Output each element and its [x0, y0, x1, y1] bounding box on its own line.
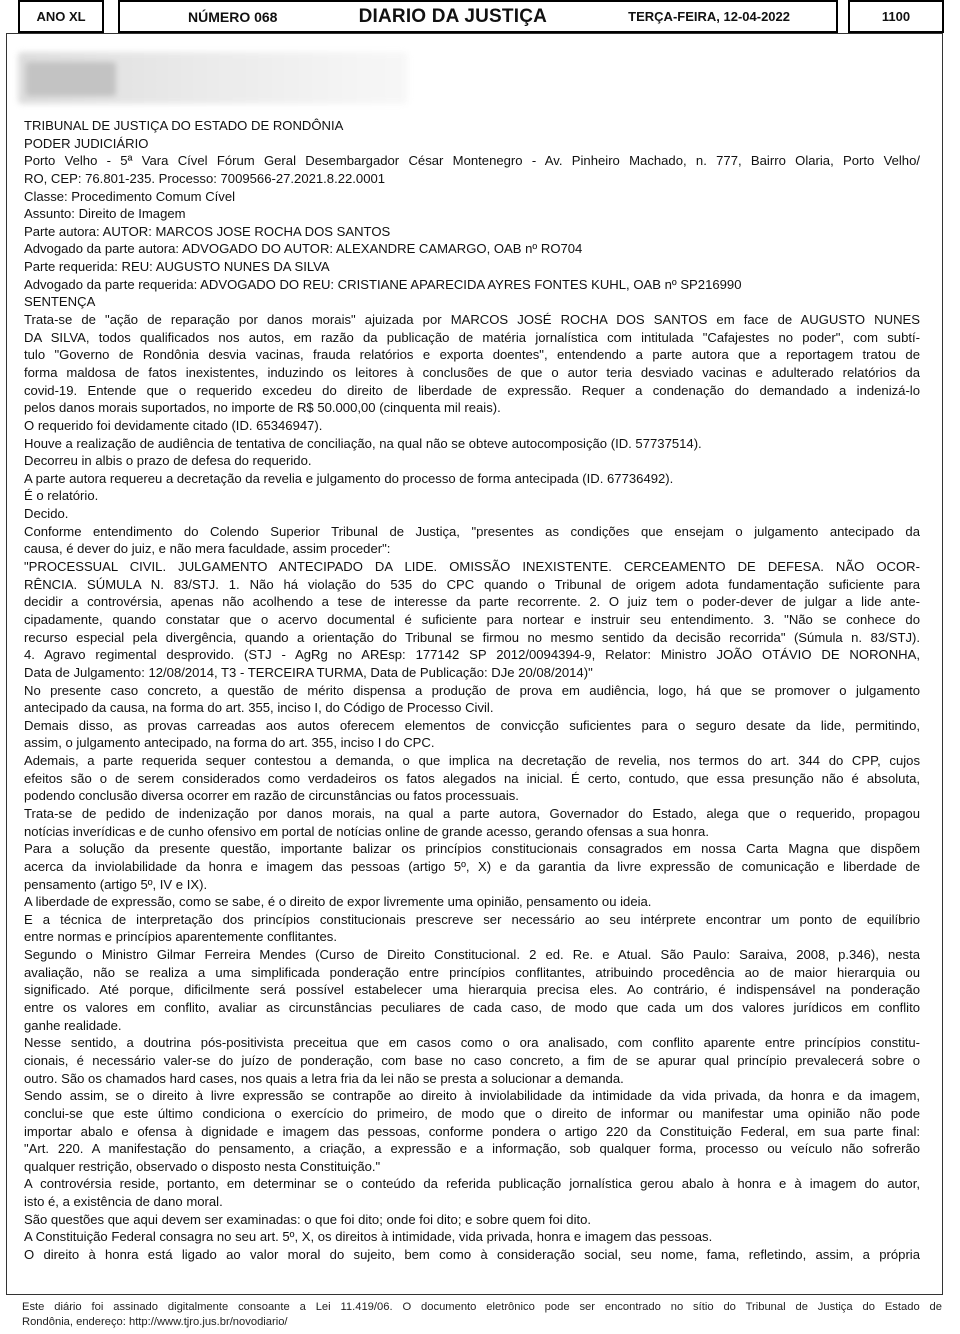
text-line: São questões que aqui devem ser examinadas: o que foi dito; onde foi dito; e sobre quem foi dito.	[24, 1211, 592, 1227]
text-line: avaliação, não se realiza a uma simplificada ponderação entre princípios conflitantes, atribuindo procedência ao de maior hierarquia ou	[24, 964, 920, 980]
text-line: A parte autora requereu a decretação da revelia e julgamento do processo de forma antecipada (ID. 67736492).	[24, 470, 674, 486]
text-line: ganhe realidade.	[24, 1017, 122, 1033]
text-line: A liberdade de expressão, como se sabe, é o direito de expor livremente uma opinião, pensamento ou ideia.	[24, 894, 652, 910]
text-line: acerca da inviolabilidade da honra e imagem das pessoas (artigo 5º, X) e da garantia da livre expressão de comunicação e liberdade de	[24, 858, 920, 874]
text-line: Conforme entendimento do Colendo Superior Tribunal de Justiça, "presentes as condições que ensejam o julgamento antecipado da	[24, 523, 920, 539]
header-year: ANO XL	[36, 9, 86, 24]
text-line: DA SILVA, todos qualificados nos autos, em razão da publicação de matéria jornalística com intitulada "Cafajestes no poder", com subtí-	[24, 329, 920, 345]
header-title: DIARIO DA JUSTIÇA	[358, 5, 548, 27]
text-line: tulo "Governo de Rondônia desvia vacinas, frauda relatórios e exporta doentes", entendendo a parte autora que a reportagem tratou de	[24, 347, 920, 363]
document-body	[24, 117, 920, 1264]
text-line: decidir a controvérsia, apenas não acolhendo a tese de interesse da parte recorrente. 2. O juiz tem o poder-dever de julgar a lide ante-	[24, 594, 920, 610]
text-line: Decido.	[24, 506, 69, 522]
text-line: Segundo o Ministro Gilmar Ferreira Mendes (Curso de Direito Constitucional. 2 ed. Re. e Atual. São Paulo: Saraiva, 2008, p.346), nesta	[24, 947, 920, 963]
text-line: efeitos são o de serem considerados como verdadeiros os fatos alegados na inicial. É certo, contudo, que essa presunção não é absoluta,	[24, 770, 920, 786]
text-line: isto é, a existência de dano moral.	[24, 1194, 223, 1210]
text-line: Porto Velho - 5ª Vara Cível Fórum Geral Desembargador César Montenegro - Av. Pinheiro Machado, n. 777, Bairro Olaria, Porto Velho/	[24, 153, 920, 169]
text-line: conclui-se que este último condiciona o exercício do primeiro, de modo que o direito de informar ou manifestar uma opinião não pode	[24, 1105, 920, 1121]
text-line: entre os valores em conflito, avaliar as circunstâncias peculiares de cada caso, de modo que cada um dos valores jurídicos em conflito	[24, 1000, 920, 1016]
text-line: Demais disso, as provas carreadas aos autos oferecem elementos de convicção suficientes para o seguro desate da lide, permitindo,	[24, 717, 920, 733]
text-line: entre normas e princípios aparentemente conflitantes.	[24, 929, 337, 945]
header-year-box	[18, 0, 104, 33]
text-line: Advogado da parte autora: ADVOGADO DO AUTOR: ALEXANDRE CAMARGO, OAB nº RO704	[24, 241, 583, 257]
text-line: Ademais, a parte requerida sequer contestou a demanda, o que implica na decretação de revelia, nos termos do art. 344 do CPP, cujos	[24, 753, 920, 769]
page-footer	[22, 1300, 942, 1330]
text-line: causa, é dever do juiz, e não mera faculdade, assim proceder":	[24, 541, 391, 557]
text-line: qualquer restrição, observado o disposto nesta Constituição."	[24, 1158, 381, 1174]
text-line: É o relatório.	[24, 488, 99, 504]
text-line: covid-19. Entende que o requerido excedeu do direito de liberdade de expressão. Requer a condenação do demandado a indenizá-lo	[24, 382, 920, 398]
text-line: Assunto: Direito de Imagem	[24, 206, 186, 222]
text-line: O requerido foi devidamente citado (ID. 65346947).	[24, 417, 323, 433]
text-line: "Art. 220. A manifestação do pensamento, a criação, a expressão e a informação, sob qualquer forma, processo ou veículo não sofrerão	[24, 1141, 920, 1157]
text-line: cipadamente, quando constatar que o acervo documental é suficiente para nortear e instruir seu entendimento. 3. "Não se conhece do	[24, 611, 920, 627]
text-line: Classe: Procedimento Comum Cível	[24, 188, 236, 204]
header-masthead	[118, 0, 838, 33]
text-line: E a técnica de interpretação dos princípios constitucionais prescreve ser necessário ao seu intérprete encontrar um ponto de equilíbrio	[24, 911, 920, 927]
text-line: RÊNCIA. SÚMULA N. 83/STJ. 1. Não há violação do 535 do CPC quando o Tribunal de origem adota fundamentação suficiente para	[24, 576, 920, 592]
text-line: 4. Agravo regimental desprovido. (STJ - AgRg no AREsp: 177142 SP 2012/0094394-9, Relator: Ministro JOÃO OTÁVIO DE NORONHA,	[24, 647, 920, 663]
footer-line-2: Rondônia, endereço: http://www.tjro.jus.br/novodiario/	[22, 1316, 288, 1328]
text-line: Advogado da parte requerida: ADVOGADO DO REU: CRISTIANE APARECIDA AYRES FONTES KUHL, OAB nº SP216990	[24, 276, 742, 292]
header-page-box	[848, 0, 944, 33]
text-line: assim, o julgamento antecipado, na forma do art. 355, inciso I do CPC.	[24, 735, 435, 751]
text-line: recurso especial pela divergência, quando a orientação do Tribunal se firmou no mesmo sentido da decisão recorrida" (Súmula n. 83/STJ).	[24, 629, 920, 645]
text-line: Parte requerida: REU: AUGUSTO NUNES DA SILVA	[24, 259, 330, 275]
text-line: cionais, é necessário valer-se do juízo de ponderação, com base no caso concreto, a fim de se apurar qual princípio prevalecerá sobre o	[24, 1052, 920, 1068]
text-line: Data de Julgamento: 12/08/2014, T3 - TERCEIRA TURMA, Data de Publicação: DJe 20/08/2014)"	[24, 664, 593, 680]
text-line: pensamento (artigo 5º, IV e IX).	[24, 876, 208, 892]
text-line: podendo conclusão diversa ocorrer em razão de circunstâncias ou fatos processuais.	[24, 788, 519, 804]
text-line: RO, CEP: 76.801-235. Processo: 7009566-27.2021.8.22.0001	[24, 170, 386, 186]
text-line: importar abalo e ofensa à dignidade e imagem das pessoas, conforme pondera o artigo 220 da Constituição Federal, em sua parte final:	[24, 1123, 920, 1139]
text-line: Trata-se de pedido de indenização por danos morais, na qual a parte autora, Governador do Estado, alega que o requerido, propagou	[24, 805, 920, 821]
text-line: No presente caso concreto, a questão de mérito dispensa a produção de prova em audiência, logo, há que se promover o julgamento	[24, 682, 920, 698]
text-line: forma maldosa de fatos inexistentes, induzindo os leitores à conclusões de que o autor teria desviado vacinas e adulterado relatórios da	[24, 364, 920, 380]
header-page-number: 1100	[881, 9, 911, 24]
header-date: TERÇA-FEIRA, 12-04-2022	[628, 9, 790, 24]
text-line: A controvérsia reside, portanto, em determinar se o conteúdo da referida publicação jornalística gerou abalo à honra e à imagem do autor,	[24, 1176, 920, 1192]
text-line: Sendo assim, se o direito à livre expressão se contrapõe ao direito à inviolabilidade da intimidade da vida privada, da honra e da imagem,	[24, 1088, 920, 1104]
text-line: O direito à honra está ligado ao valor moral do sujeito, bem como à consideração social, seu nome, fama, refletindo, assim, a própria	[24, 1247, 920, 1262]
text-line: "PROCESSUAL CIVIL. JULGAMENTO ANTECIPADO DA LIDE. OMISSÃO INEXISTENTE. CERCEAMENTO DE DEFESA. NÃO OCOR-	[24, 559, 920, 575]
text-line: TRIBUNAL DE JUSTIÇA DO ESTADO DE RONDÔNIA	[24, 118, 344, 133]
text-line: A Constituição Federal consagra no seu art. 5º, X, os direitos à intimidade, vida privada, honra e imagem das pessoas.	[24, 1229, 713, 1245]
text-line: Parte autora: AUTOR: MARCOS JOSE ROCHA DOS SANTOS	[24, 223, 391, 239]
text-line: outro. São os chamados hard cases, nos quais a letra fria da lei não se presta a solucionar a demanda.	[24, 1070, 624, 1086]
text-line: Houve a realização de audiência de tentativa de conciliação, na qual não se obteve autocomposição (ID. 57737514).	[24, 435, 702, 451]
text-line: Decorreu in albis o prazo de defesa do requerido.	[24, 453, 312, 469]
blurred-logo-image	[18, 52, 408, 104]
text-line: Nesse sentido, a doutrina pós-positivista preceitua que em casos como o ora analisado, com conflito aparente entre princípios constitu-	[24, 1035, 920, 1051]
header-issue-number: NÚMERO 068	[188, 8, 278, 25]
text-line: significado. Até porque, dificilmente será possível estabelecer uma hierarquia precisa eles. Ao contrário, é indispensável na ponderação	[24, 982, 920, 998]
text-line: pelos danos morais suportados, no importe de R$ 50.000,00 (cinquenta mil reais).	[24, 400, 501, 416]
text-line: PODER JUDICIÁRIO	[24, 135, 149, 151]
text-line: Trata-se de "ação de reparação por danos morais" ajuizada por MARCOS JOSÉ ROCHA DOS SANTOS em face de AUGUSTO NUNES	[24, 312, 920, 328]
text-line: notícias inverídicas e de cunho ofensivo em portal de notícias online de grande acesso, gerando ofensas a sua honra.	[24, 823, 709, 839]
footer-line-1: Este diário foi assinado digitalmente consoante a Lei 11.419/06. O documento eletrônico pode ser encontrado no sítio do Tribunal de Justiça do Estado de	[22, 1301, 942, 1313]
text-line: SENTENÇA	[24, 294, 96, 310]
text-line: antecipado da causa, na forma do art. 355, inciso I, do Código de Processo Civil.	[24, 700, 494, 716]
text-line: Para a solução da presente questão, importante balizar os princípios constitucionais consagrados em nossa Carta Magna que dispõem	[24, 841, 920, 857]
